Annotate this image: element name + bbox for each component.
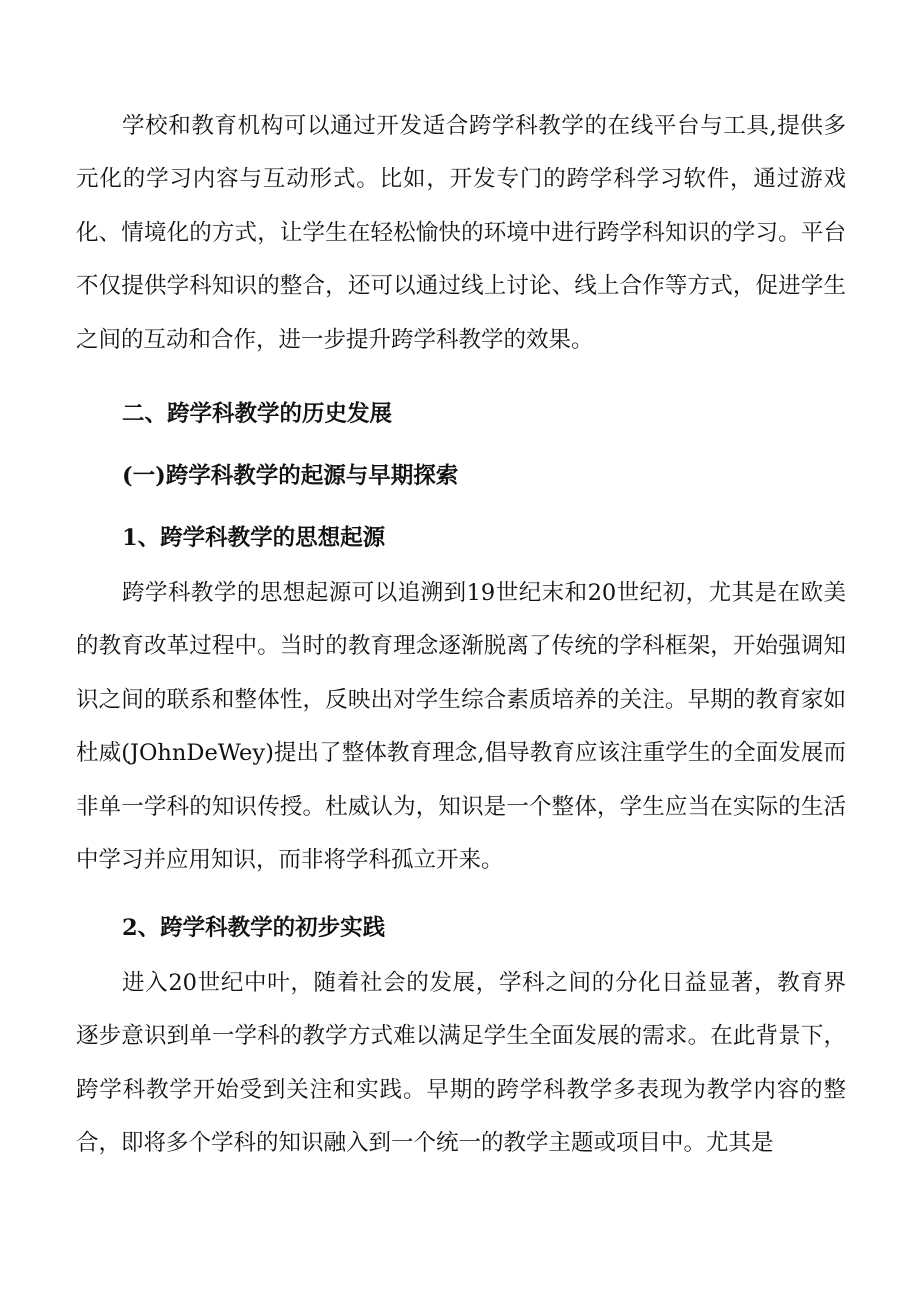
section-heading: 二、跨学科教学的历史发展 xyxy=(122,401,393,427)
item-heading-2: 2、跨学科教学的初步实践 xyxy=(122,915,386,941)
body-paragraph: 学校和教育机构可以通过开发适合跨学科教学的在线平台与工具,提供多元化的学习内容与互动形式。比如，开发专门的跨学科学习软件，通过游戏化、情境化的方式，让学生在轻松愉快的环境中进行跨学科知识的学习。平台不仅提供学科知识的整合，还可以通过线上讨论、线上合作等方式，促进学生之间的互动和合作，进一步提升跨学科教学的效果。 xyxy=(76,113,846,353)
subsection-heading: (一)跨学科教学的起源与早期探索 xyxy=(122,463,459,489)
body-paragraph: 进入20世纪中叶，随着社会的发展，学科之间的分化日益显著，教育界逐步意识到单一学科的教学方式难以满足学生全面发展的需求。在此背景下，跨学科教学开始受到关注和实践。早期的跨学科教学多表现为教学内容的整合，即将多个学科的知识融入到一个统一的教学主题或项目中。尤其是 xyxy=(76,970,846,1157)
item-heading-1: 1、跨学科教学的思想起源 xyxy=(122,525,386,551)
body-paragraph: 跨学科教学的思想起源可以追溯到19世纪末和20世纪初，尤其是在欧美的教育改革过程中。当时的教育理念逐渐脱离了传统的学科框架，开始强调知识之间的联系和整体性，反映出对学生综合素质培养的关注。早期的教育家如杜威(JOhnDeWey)提出了整体教育理念,倡导教育应该注重学生的全面发展而非单一学科的知识传授。杜威认为，知识是一个整体，学生应当在实际的生活中学习并应用知识，而非将学科孤立开来。 xyxy=(76,580,846,874)
